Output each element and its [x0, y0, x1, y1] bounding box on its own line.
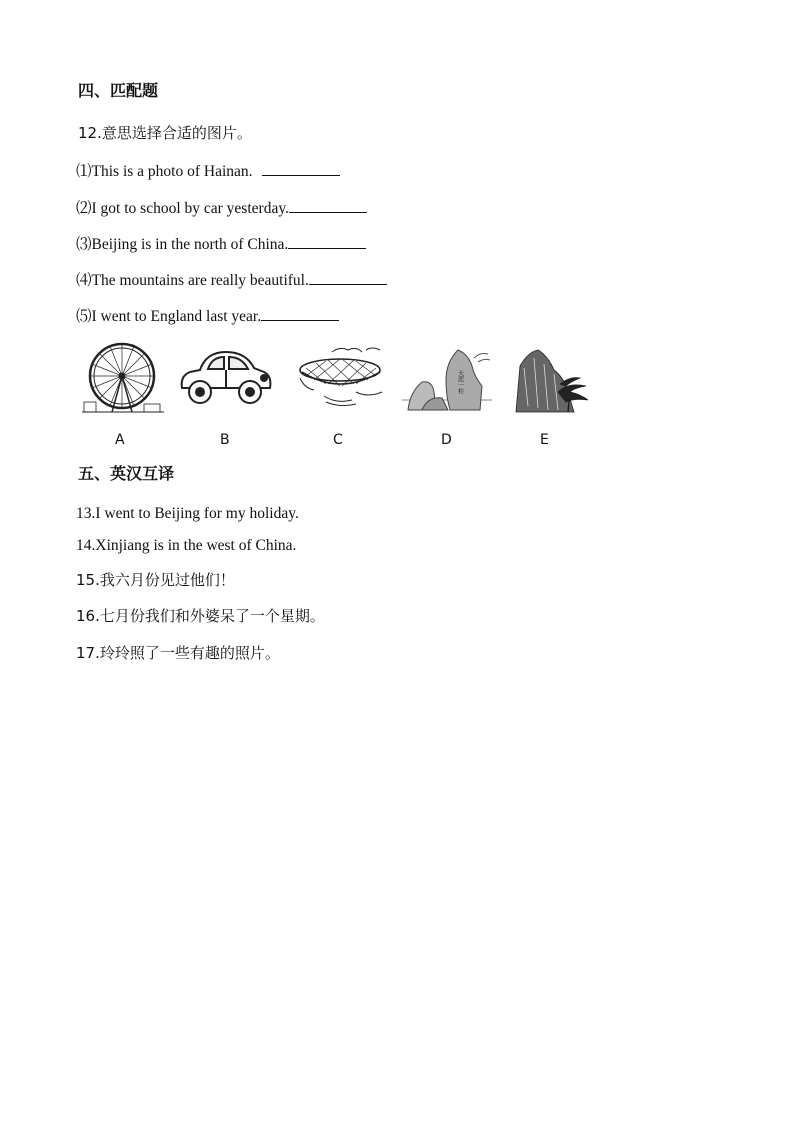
section-4-title: 四、匹配题: [78, 81, 159, 100]
picture-label-c: C: [333, 432, 343, 448]
translation-item-15: 15.我六月份见过他们！: [76, 571, 235, 589]
picture-label-d: D: [441, 432, 452, 448]
translation-item-17: 17.玲玲照了一些有趣的照片。: [76, 644, 280, 662]
mountain-pine-icon: [514, 346, 590, 414]
match-item-3: [76, 232, 366, 254]
item-number: ⑶: [76, 236, 92, 253]
answer-blank[interactable]: [289, 198, 367, 213]
ferris-wheel-icon: [82, 340, 164, 416]
item-text: I got to school by car yesterday.: [91, 200, 289, 217]
translation-item-13: 13.I went to Beijing for my holiday.: [76, 505, 299, 522]
item-number: ⑷: [76, 272, 92, 289]
answer-blank[interactable]: [288, 234, 366, 249]
item-text: I went to England last year.: [91, 308, 262, 325]
match-item-5: [76, 304, 339, 326]
match-item-4: [76, 268, 387, 290]
picture-label-b: B: [220, 432, 230, 448]
answer-blank[interactable]: [261, 306, 339, 321]
item-text: The mountains are really beautiful.: [91, 272, 309, 289]
item-text: This is a photo of Hainan.: [91, 163, 257, 180]
tianya-haijiao-rock-icon: [402, 346, 492, 412]
item-number: ⑴: [76, 163, 92, 180]
item-text: Beijing is in the north of China.: [91, 236, 289, 253]
answer-blank[interactable]: [262, 161, 340, 176]
item-number: ⑸: [76, 308, 92, 325]
translation-item-14: 14.Xinjiang is in the west of China.: [76, 537, 297, 554]
birds-nest-stadium-icon: [296, 344, 390, 410]
picture-label-e: E: [540, 432, 549, 448]
answer-blank[interactable]: [309, 270, 387, 285]
question-12-prompt: 12.意思选择合适的图片。: [78, 124, 252, 142]
rock-inscription: 天涯一柱: [456, 370, 464, 394]
translation-item-16: 16.七月份我们和外婆呆了一个星期。: [76, 607, 325, 625]
item-number: ⑵: [76, 200, 92, 217]
section-5-title: 五、英汉互译: [78, 464, 175, 483]
match-item-2: [76, 196, 367, 218]
car-icon: [176, 346, 274, 408]
match-item-1: [76, 159, 340, 181]
picture-label-a: A: [115, 432, 125, 448]
